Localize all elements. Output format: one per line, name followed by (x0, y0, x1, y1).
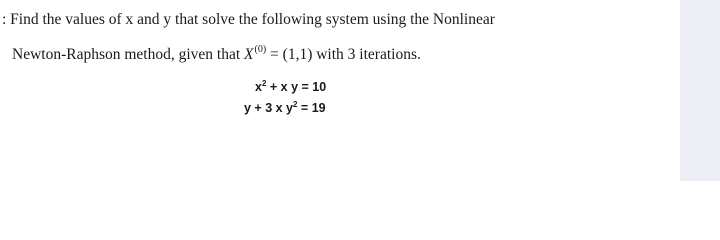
symbol-superscript: (0) (254, 44, 267, 55)
question-text-line-1: : Find the values of x and y that solve the following system using the Nonlinear (2, 11, 495, 28)
equation-2 (244, 96, 326, 117)
eq1-base: x (255, 80, 262, 94)
equation-1 (244, 75, 326, 96)
eq1-rest: + x y = 10 (266, 80, 327, 94)
line2-text-after: = (1,1) with 3 iterations. (266, 46, 421, 63)
eq2-rest: = 19 (297, 101, 326, 115)
side-panel (680, 0, 720, 181)
question-text-line-2 (12, 44, 421, 64)
line2-text-before: Newton-Raphson method, given that (12, 46, 245, 63)
symbol-x: X (244, 46, 254, 63)
eq1-exponent: 2 (261, 79, 267, 88)
eq2-base: y + 3 x y (244, 101, 293, 115)
eq2-exponent: 2 (293, 100, 298, 109)
initial-guess-symbol (244, 46, 266, 63)
equation-system (244, 75, 326, 117)
